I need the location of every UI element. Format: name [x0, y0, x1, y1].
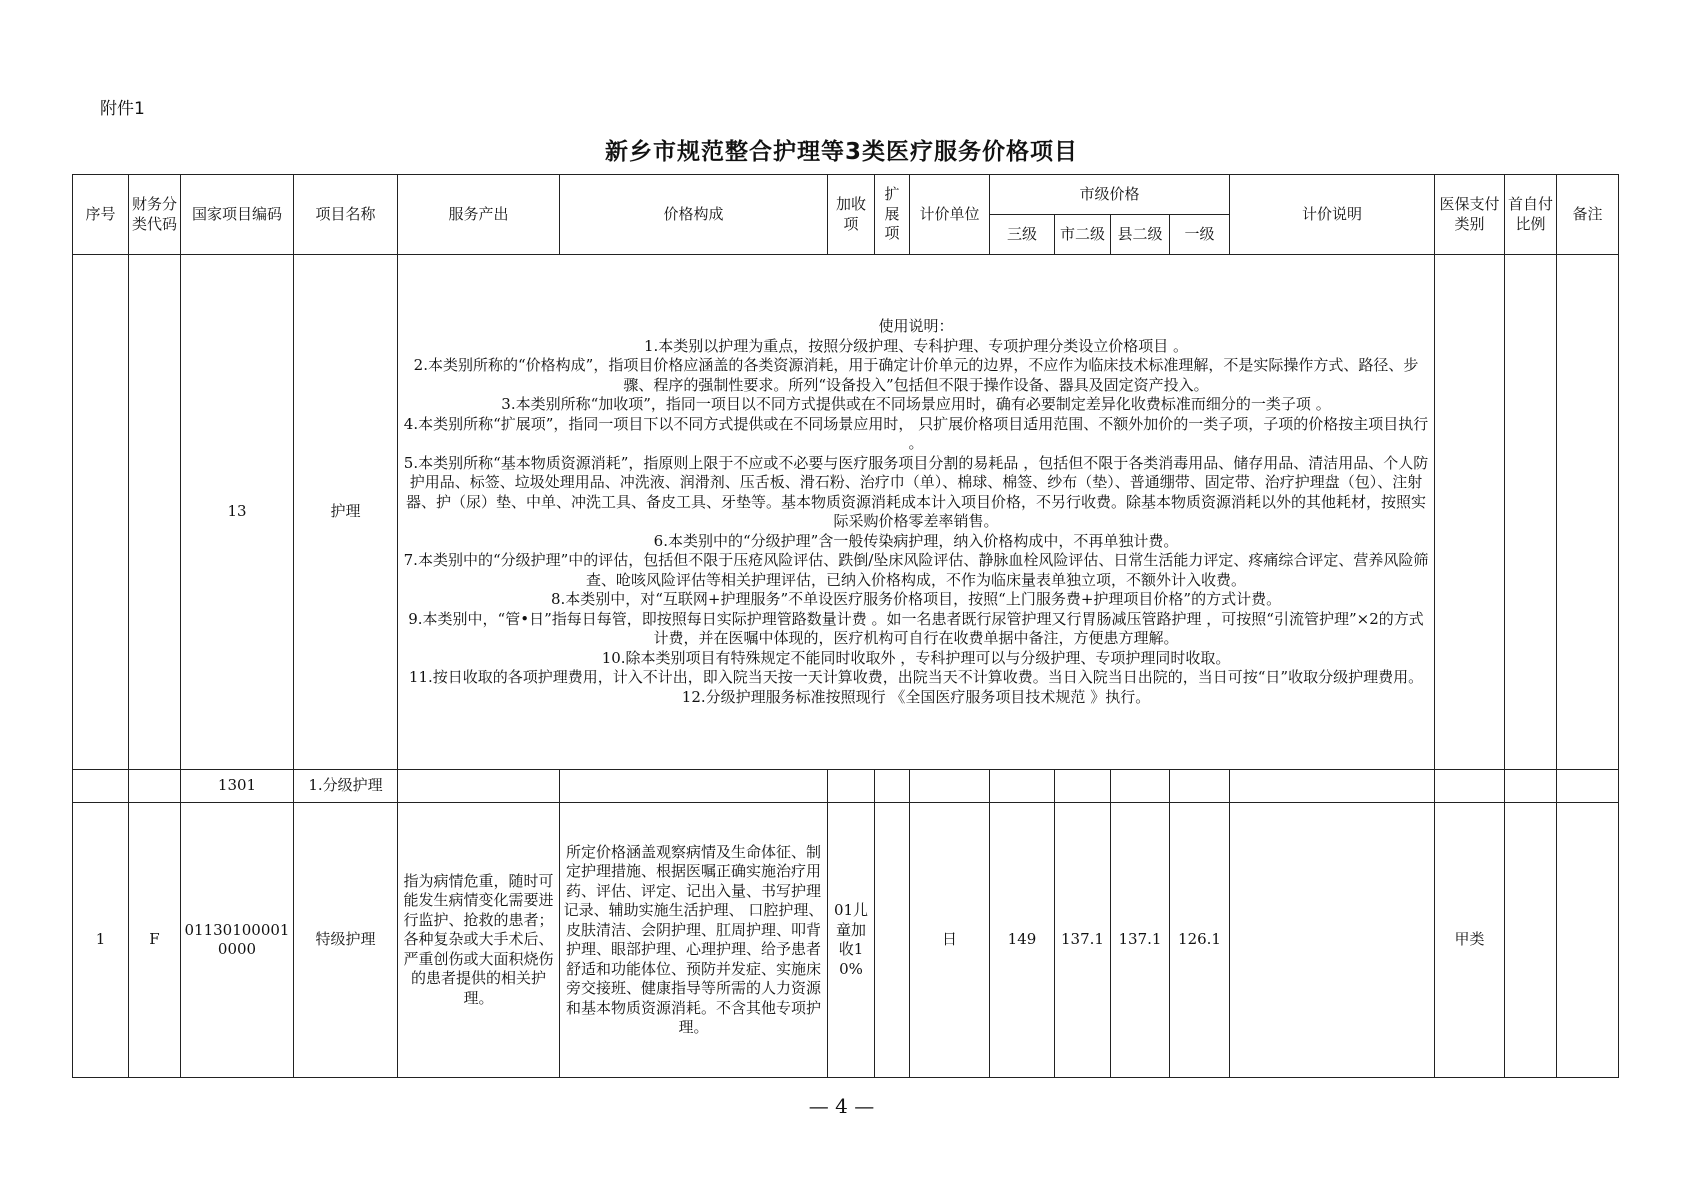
- category-name: 护理: [294, 255, 398, 770]
- empty-cell: [129, 255, 181, 770]
- usage-note: 使用说明：: [878, 317, 954, 335]
- empty-cell: [910, 770, 990, 803]
- usage-note: 2.本类别所称的“价格构成”，指项目价格应涵盖的各类资源消耗，用于确定计价单元的边界，不应作为临床技术标准理解，不是实际操作方式、路径、步骤、程序的强制性要求。所列“设备投入”包括但不限于操作设备、器具及固定资产投入。: [413, 356, 1419, 394]
- col-seq: 序号: [73, 175, 129, 255]
- item-price-city-level2: 137.1: [1055, 803, 1111, 1078]
- item-national-code: 011301000010000: [181, 803, 294, 1078]
- category-code: 13: [181, 255, 294, 770]
- empty-cell: [1557, 255, 1619, 770]
- empty-cell: [1170, 770, 1230, 803]
- col-insurance: 医保支付类别: [1435, 175, 1505, 255]
- item-first-pay: [1505, 803, 1557, 1078]
- usage-note: 5.本类别所称“基本物质资源消耗”，指原则上限于不应或不必要与医疗服务项目分割的易耗品 ，包括但不限于各类消毒用品、储存用品、清洁用品、个人防护用品、标签、垃圾处理用品、冲洗液、润滑剂、压舌板、滑石粉、治疗巾（单）、棉球、棉签、纱布（垫）、普通绷带、固定带、治疗护理盘（包）、注射器、护（尿）垫、中单、冲洗工具、备皮工具、牙垫等。基本物质资源消耗成本计入项目价格，不另行收费。除基本物质资源消耗以外的其他耗材，按照实际采购价格零差率销售。: [403, 453, 1429, 530]
- col-extension: 扩展项: [875, 175, 910, 255]
- col-level1: 一级: [1170, 215, 1230, 255]
- item-extension: [875, 803, 910, 1078]
- usage-note: 8.本类别中，对“互联网+护理服务”不单设医疗服务价格项目，按照“上门服务费+护理项目价格”的方式计费。: [550, 590, 1282, 608]
- item-price-level1: 126.1: [1170, 803, 1230, 1078]
- category-row: [73, 255, 1619, 770]
- usage-note: 10.除本类别项目有特殊规定不能同时收取外 ，专科护理可以与分级护理、专项护理同时收取。: [601, 648, 1231, 667]
- usage-note: 6.本类别中的“分级护理”含一般传染病护理，纳入价格构成中，不再单独计费。: [653, 531, 1179, 550]
- empty-cell: [1557, 770, 1619, 803]
- usage-note: 11.按日收取的各项护理费用，计入不计出，即入院当天按一天计算收费，出院当天不计算收费。当日入院当日出院的，当日可按“日”收取分级护理费用。: [408, 668, 1424, 686]
- empty-cell: [129, 770, 181, 803]
- empty-cell: [875, 770, 910, 803]
- item-surcharge: 01儿童加收10%: [828, 803, 875, 1078]
- subcategory-name: 1.分级护理: [294, 770, 398, 803]
- item-insurance: 甲类: [1435, 803, 1505, 1078]
- usage-note: 9.本类别中，“管•日”指每日每管，即按照每日实际护理管路数量计费 。如一名患者既行尿管护理又行胃肠减压管路护理 ，可按照“引流管护理”×2的方式计费，并在医嘱中体现的，医疗机构可自行在收费单据中备注，方便患方理解。: [408, 609, 1424, 647]
- col-pricing-note: 计价说明: [1230, 175, 1435, 255]
- item-row: [73, 803, 1619, 1078]
- page-title: 新乡市规范整合护理等3类医疗服务价格项目: [604, 139, 1078, 165]
- empty-cell: [1435, 255, 1505, 770]
- empty-cell: [1111, 770, 1170, 803]
- item-finance-code: F: [129, 803, 181, 1078]
- usage-note: 1.本类别以护理为重点，按照分级护理、专科护理、专项护理分类设立价格项目 。: [643, 336, 1189, 355]
- usage-notes: [398, 255, 1435, 770]
- col-finance-code: 财务分类代码: [129, 175, 181, 255]
- page-number: — 4 —: [808, 1094, 875, 1118]
- subcategory-row: [73, 770, 1619, 803]
- item-price-level3: 149: [990, 803, 1055, 1078]
- item-seq: 1: [73, 803, 129, 1078]
- subcategory-code: 1301: [181, 770, 294, 803]
- price-table: [72, 174, 1619, 1078]
- empty-cell: [990, 770, 1055, 803]
- col-surcharge: 加收项: [828, 175, 875, 255]
- item-output: 指为病情危重，随时可能发生病情变化需要进行监护、抢救的患者；各种复杂或大手术后、严重创伤或大面积烧伤的患者提供的相关护理。: [398, 803, 560, 1078]
- col-county-level2: 县二级: [1111, 215, 1170, 255]
- usage-note: 3.本类别所称“加收项”，指同一项目以不同方式提供或在不同场景应用时，确有必要制定差异化收费标准而细分的一类子项 。: [501, 395, 1331, 413]
- col-composition: 价格构成: [560, 175, 828, 255]
- empty-cell: [73, 770, 129, 803]
- empty-cell: [398, 770, 560, 803]
- col-national-code: 国家项目编码: [181, 175, 294, 255]
- empty-cell: [560, 770, 828, 803]
- col-first-pay: 首自付比例: [1505, 175, 1557, 255]
- col-unit: 计价单位: [910, 175, 990, 255]
- item-unit: 日: [910, 803, 990, 1078]
- item-pricing-note: [1230, 803, 1435, 1078]
- empty-cell: [1505, 770, 1557, 803]
- header-row: [73, 175, 1619, 215]
- col-level3: 三级: [990, 215, 1055, 255]
- attachment-label: 附件1: [100, 99, 145, 119]
- empty-cell: [828, 770, 875, 803]
- col-remark: 备注: [1557, 175, 1619, 255]
- col-city-price: 市级价格: [990, 175, 1230, 215]
- empty-cell: [73, 255, 129, 770]
- usage-note: 12.分级护理服务标准按照现行 《全国医疗服务项目技术规范 》执行。: [681, 687, 1151, 706]
- item-composition: 所定价格涵盖观察病情及生命体征、制定护理措施、根据医嘱正确实施治疗用药、评估、评定、记出入量、书写护理记录、辅助实施生活护理、 口腔护理、皮肤清洁、会阴护理、肛周护理、叩背护理、眼部护理、心理护理、给予患者舒适和功能体位、预防并发症、实施床旁交接班、健康指导等所需的人力资源和基本物质资源消耗。不含其他专项护理。: [560, 803, 828, 1078]
- item-name: 特级护理: [294, 803, 398, 1078]
- item-price-county-level2: 137.1: [1111, 803, 1170, 1078]
- empty-cell: [1055, 770, 1111, 803]
- usage-note: 7.本类别中的“分级护理”中的评估，包括但不限于压疮风险评估、跌倒/坠床风险评估、静脉血栓风险评估、日常生活能力评定、疼痛综合评定、营养风险筛查、呛咳风险评估等相关护理评估，已纳入价格构成，不作为临床量表单独立项，不额外计入收费。: [403, 551, 1429, 589]
- item-remark: [1557, 803, 1619, 1078]
- col-city-level2: 市二级: [1055, 215, 1111, 255]
- empty-cell: [1230, 770, 1435, 803]
- col-output: 服务产出: [398, 175, 560, 255]
- col-name: 项目名称: [294, 175, 398, 255]
- empty-cell: [1435, 770, 1505, 803]
- usage-note: 4.本类别所称“扩展项”，指同一项目下以不同方式提供或在不同场景应用时， 只扩展价格项目适用范围、不额外加价的一类子项，子项的价格按主项目执行 。: [403, 414, 1429, 452]
- empty-cell: [1505, 255, 1557, 770]
